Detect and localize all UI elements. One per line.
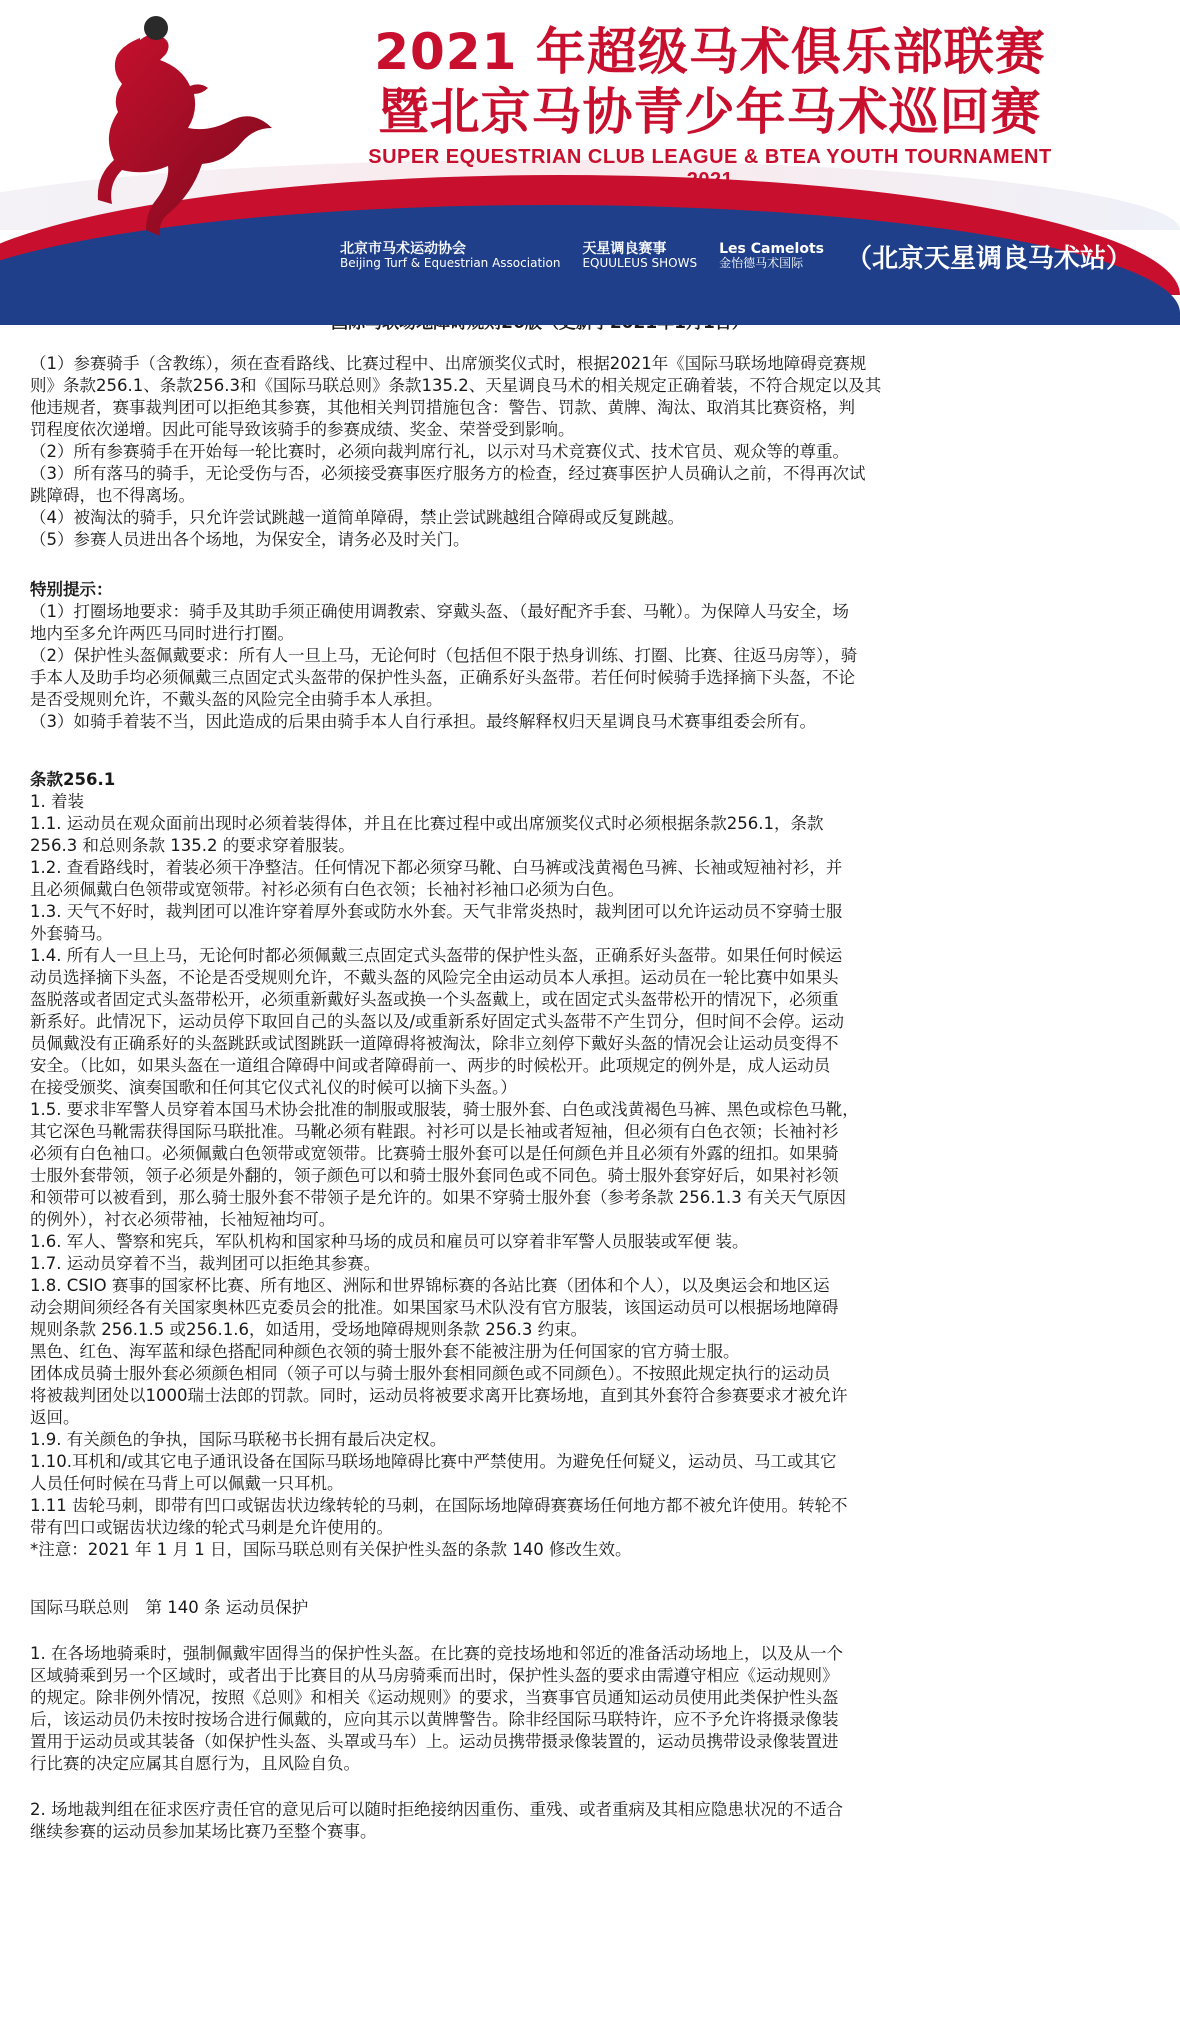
- text-line: 返回。: [30, 1408, 80, 1427]
- banner-title-line2: 暨北京马协青少年马术巡回赛: [378, 83, 1042, 141]
- text-line: （4）被淘汰的骑手，只允许尝试跳越一道简单障碍，禁止尝试跳越组合障碍或反复跳越。: [30, 508, 684, 527]
- text-line: 地内至多允许两匹马同时进行打圈。: [30, 624, 294, 643]
- text-line: 员佩戴没有正确系好的头盔跳跃或试图跳跃一道障碍将被淘汰，除非立刻停下戴好头盔的情况会让运动员变得不: [30, 1034, 839, 1053]
- horse-rider-silhouette-icon: [70, 10, 290, 240]
- text-line: （2）保护性头盔佩戴要求：所有人一旦上马，无论何时（包括但不限于热身训练、打圈、比赛、往返马房等），骑: [30, 646, 858, 665]
- text-line: 带有凹口或锯齿状边缘的轮式马刺是允许使用的。: [30, 1518, 393, 1537]
- text-line: 行比赛的决定应属其自愿行为，且风险自负。: [30, 1754, 360, 1773]
- text-line: 外套骑马。: [30, 924, 113, 943]
- text-line: 2. 场地裁判组在征求医疗责任官的意见后可以随时拒绝接纳因重伤、重残、或者重病及其相应隐患状况的不适合: [30, 1800, 843, 1819]
- rules-document: [0, 288, 1080, 1843]
- text-line: 的规定。除非例外情况，按照《总则》和相关《运动规则》的要求，当赛事官员通知运动员使用此类保护性头盔: [30, 1688, 839, 1707]
- text-line: 安全。（比如，如果头盔在一道组合障碍中间或者障碍前一、两步的时候松开。此项规定的例外是，成人运动员: [30, 1056, 831, 1075]
- text-line: （3）如骑手着装不当，因此造成的后果由骑手本人自行承担。最终解释权归天星调良马术赛事组委会所有。: [30, 712, 816, 731]
- banner-title-english: SUPER EQUESTRIAN CLUB LEAGUE & BTEA YOUTH TOURNAMENT 2021: [368, 146, 1052, 191]
- notice-heading: 特别提示：: [30, 580, 113, 599]
- text-line: 其它深色马靴需获得国际马联批准。马靴必须有鞋跟。衬衫可以是长袖或者短袖，但必须有白色衣领；长袖衬衫: [30, 1122, 839, 1141]
- text-line: 1.8. CSIO 赛事的国家杯比赛、所有地区、洲际和世界锦标赛的各站比赛（团体和个人），以及奥运会和地区运: [30, 1276, 830, 1295]
- section-special-notice: [30, 579, 1050, 733]
- text-line: 跳障碍，也不得离场。: [30, 486, 195, 505]
- text-line: 1.4. 所有人一旦上马，无论何时都必须佩戴三点固定式头盔带的保护性头盔，正确系好头盔带。如果任何时候运: [30, 946, 843, 965]
- text-line: 1. 在各场地骑乘时，强制佩戴牢固得当的保护性头盔。在比赛的竞技场地和邻近的准备活动场地上，以及从一个: [30, 1644, 843, 1663]
- logo-equuleus-shows: 天星调良赛事 EQUULEUS SHOWS: [582, 241, 698, 270]
- text-line: 区域骑乘到另一个区域时，或者出于比赛目的从马房骑乘而出时，保护性头盔的要求由需遵守相应《运动规则》: [30, 1666, 839, 1685]
- text-line: 1.11 齿轮马刺，即带有凹口或锯齿状边缘转轮的马刺，在国际场地障碍赛赛场任何地方都不被允许使用。转轮不: [30, 1496, 848, 1515]
- text-line: 罚程度依次递增。因此可能导致该骑手的参赛成绩、奖金、荣誉受到影响。: [30, 420, 575, 439]
- text-line: 的例外），衬衣必须带袖，长袖短袖均可。: [30, 1210, 336, 1229]
- text-line: 动员选择摘下头盔，不论是否受规则允许，不戴头盔的风险完全由运动员本人承担。运动员在一轮比赛中如果头: [30, 968, 839, 987]
- text-line: 1.1. 运动员在观众面前出现时必须着装得体，并且在比赛过程中或出席颁奖仪式时必须根据条款256.1，条款: [30, 814, 824, 833]
- text-line: 后，该运动员仍未按时按场合进行佩戴的，应向其示以黄牌警告。除非经国际马联特许，应不予允许将摄录像装: [30, 1710, 839, 1729]
- text-line: 动会期间须经各有关国家奥林匹克委员会的批准。如果国家马术队没有官方服装，该国运动员可以根据场地障碍: [30, 1298, 839, 1317]
- text-line: 则》条款256.1、条款256.3和《国际马联总则》条款135.2、天星调良马术的相关规定正确着装，不符合规定以及其: [30, 376, 882, 395]
- text-line: 他违规者，赛事裁判团可以拒绝其参赛，其他相关判罚措施包含：警告、罚款、黄牌、淘汰、取消其比赛资格，判: [30, 398, 855, 417]
- text-line: （3）所有落马的骑手，无论受伤与否，必须接受赛事医疗服务方的检查，经过赛事医护人员确认之前，不得再次试: [30, 464, 866, 483]
- logo-beijing-equestrian-association: 北京市马术运动协会 Beijing Turf & Equestrian Association: [340, 241, 561, 270]
- text-line: 必须有白色袖口。必须佩戴白色领带或宽领带。比赛骑士服外套可以是任何颜色并且必须有外露的纽扣。如果骑: [30, 1144, 839, 1163]
- text-line: 和领带可以被看到，那么骑士服外套不带领子是允许的。如果不穿骑士服外套（参考条款 256.1.3 有关天气原因: [30, 1188, 846, 1207]
- text-line: 团体成员骑士服外套必须颜色相同（领子可以与骑士服外套相同颜色或不同颜色）。不按照此规定执行的运动员: [30, 1364, 831, 1383]
- text-line: 将被裁判团处以1000瑞士法郎的罚款。同时，运动员将被要求离开比赛场地，直到其外套符合参赛要求才被允许: [30, 1386, 848, 1405]
- text-line: 在接受颁奖、演奏国歌和任何其它仪式礼仪的时候可以摘下头盔。）: [30, 1078, 517, 1097]
- text-line: 黑色、红色、海军蓝和绿色搭配同种颜色衣领的骑士服外套不能被注册为任何国家的官方骑士服。: [30, 1342, 740, 1361]
- text-line: 256.3 和总则条款 135.2 的要求穿着服装。: [30, 836, 355, 855]
- text-line: 人员任何时候在马背上可以佩戴一只耳机。: [30, 1474, 344, 1493]
- event-banner: [0, 0, 1132, 288]
- text-line: 1.5. 要求非军警人员穿着本国马术协会批准的制服或服装，骑士服外套、白色或浅黄褐色马裤、黑色或棕色马靴，: [30, 1100, 859, 1119]
- text-line: 置用于运动员或其装备（如保护性头盔、头罩或马车）上。运动员携带摄录像装置的，运动员携带设录像装置进: [30, 1732, 839, 1751]
- text-line: （1）参赛骑手（含教练），须在查看路线、比赛过程中、出席颁奖仪式时，根据2021年《国际马联场地障碍竞赛规: [30, 354, 867, 373]
- text-line: 1.3. 天气不好时，裁判团可以准许穿着厚外套或防水外套。天气非常炎热时，裁判团可以允许运动员不穿骑士服: [30, 902, 843, 921]
- text-line: 1.9. 有关颜色的争执，国际马联秘书长拥有最后决定权。: [30, 1430, 447, 1449]
- banner-title-line1: 2021 年超级马术俱乐部联赛: [374, 23, 1046, 81]
- section-rules-general: [30, 353, 1050, 551]
- section-fei-general-article-140: [30, 1597, 1050, 1843]
- general-heading: 国际马联总则 第 140 条 运动员保护: [30, 1598, 309, 1617]
- text-line: 1.2. 查看路线时，着装必须干净整洁。任何情况下都必须穿马靴、白马裤或浅黄褐色马裤、长袖或短袖衬衫，并: [30, 858, 843, 877]
- text-line: 新系好。此情况下，运动员停下取回自己的头盔以及/或重新系好固定式头盔带不产生罚分，但时间不会停。运动: [30, 1012, 845, 1031]
- section-article-256-1: [30, 769, 1050, 1561]
- text-line: 盔脱落或者固定式头盔带松开，必须重新戴好头盔或换一个头盔戴上，或在固定式头盔带松开的情况下，必须重: [30, 990, 839, 1009]
- text-line: 士服外套带领，领子必须是外翻的，领子颜色可以和骑士服外套同色或不同色。骑士服外套穿好后，如果衬衫领: [30, 1166, 839, 1185]
- text-line: （2）所有参赛骑手在开始每一轮比赛时，必须向裁判席行礼，以示对马术竞赛仪式、技术官员、观众等的尊重。: [30, 442, 849, 461]
- text-line: 1. 着装: [30, 792, 84, 811]
- venue-label: （北京天星调良马术站）: [845, 243, 1132, 274]
- text-line: 继续参赛的运动员参加某场比赛乃至整个赛事。: [30, 1822, 377, 1841]
- text-line: 1.6. 军人、警察和宪兵，军队机构和国家种马场的成员和雇员可以穿着非军警人员服装或军便 装。: [30, 1232, 749, 1251]
- text-line: 是否受规则允许，不戴头盔的风险完全由骑手本人承担。: [30, 690, 443, 709]
- text-line: 规则条款 256.1.5 或256.1.6，如适用，受场地障碍规则条款 256.3 约束。: [30, 1320, 588, 1339]
- text-line: （5）参赛人员进出各个场地，为保安全，请务必及时关门。: [30, 530, 470, 549]
- text-line: *注意：2021 年 1 月 1 日，国际马联总则有关保护性头盔的条款 140 修改生效。: [30, 1540, 632, 1559]
- logo-les-camelots: Les Camelots 金怡德马术国际: [719, 241, 824, 270]
- article-heading: 条款256.1: [30, 770, 116, 789]
- text-line: 1.10.耳机和/或其它电子通讯设备在国际马联场地障碍比赛中严禁使用。为避免任何疑义，运动员、马工或其它: [30, 1452, 837, 1471]
- sponsor-logo-row: [340, 234, 1132, 278]
- text-line: 1.7. 运动员穿着不当，裁判团可以拒绝其参赛。: [30, 1254, 381, 1273]
- text-line: 且必须佩戴白色领带或宽领带。衬衫必须有白色衣领；长袖衬衫袖口必须为白色。: [30, 880, 624, 899]
- text-line: 手本人及助手均必须佩戴三点固定式头盔带的保护性头盔，正确系好头盔带。若任何时候骑手选择摘下头盔，不论: [30, 668, 855, 687]
- text-line: （1）打圈场地要求：骑手及其助手须正确使用调教索、穿戴头盔、（最好配齐手套、马靴）。为保障人马安全，场: [30, 602, 849, 621]
